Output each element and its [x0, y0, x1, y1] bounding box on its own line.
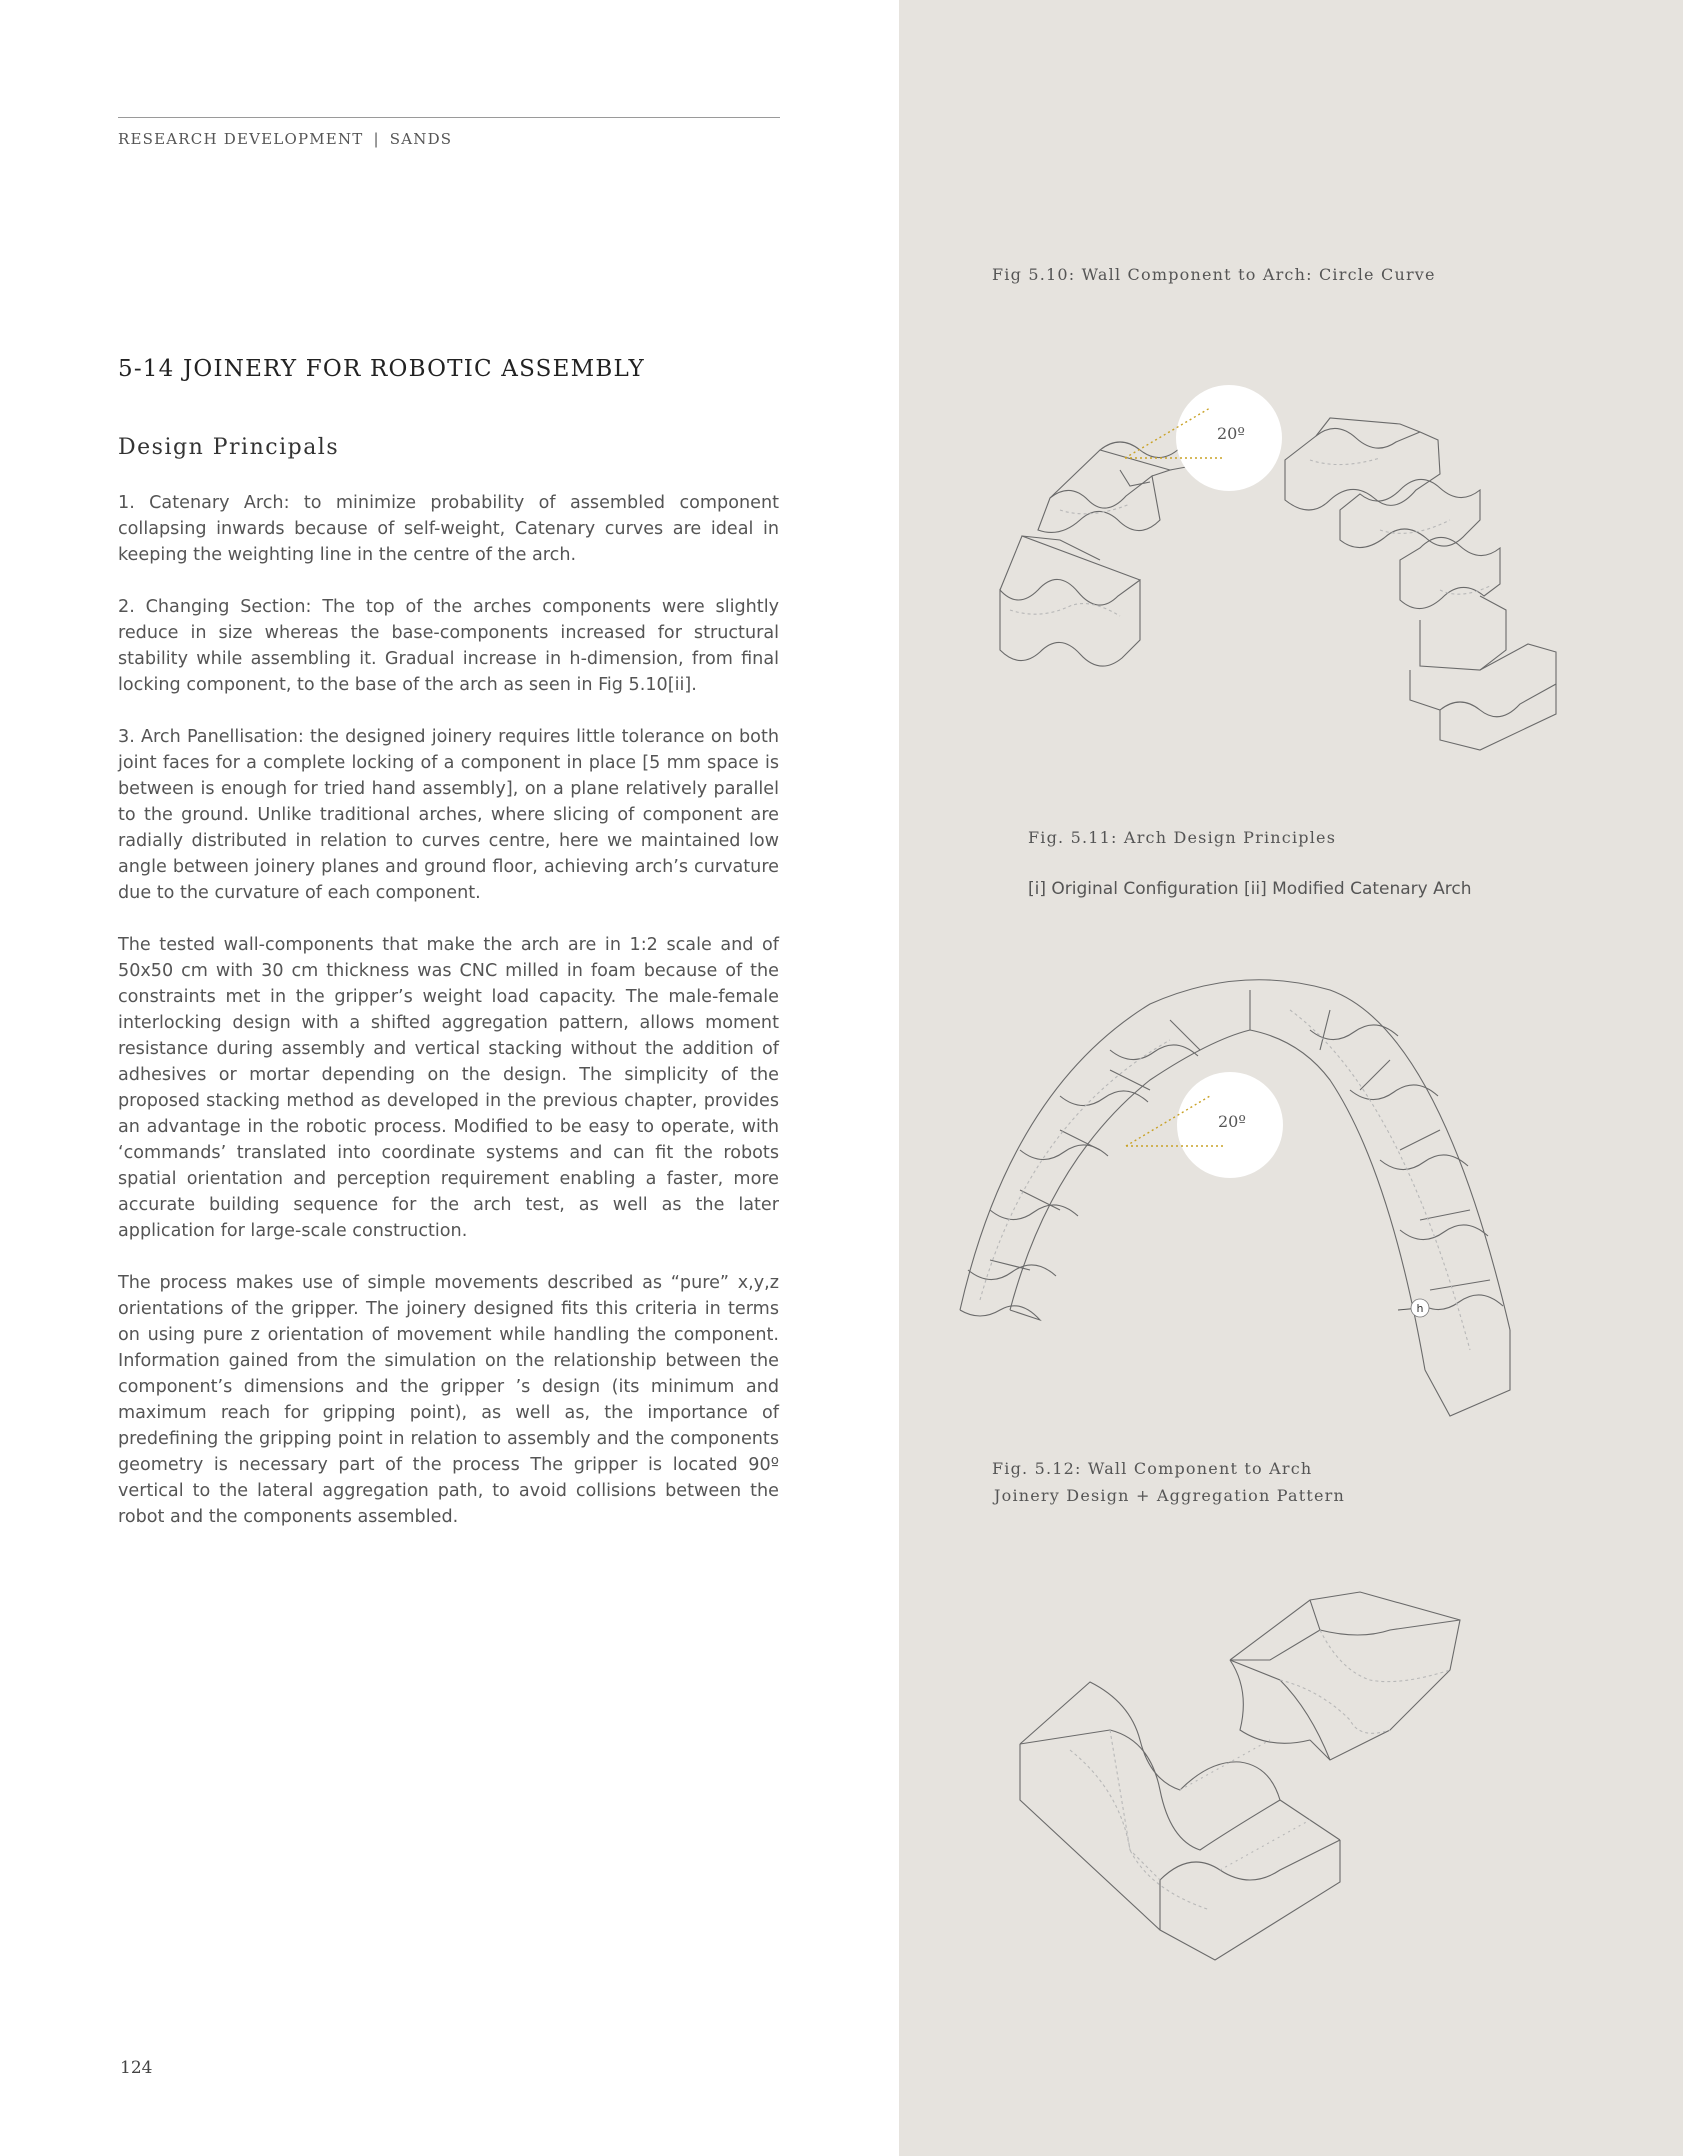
- fig-5-12-joint-diagram: [1010, 1590, 1490, 2000]
- fig-5-10-caption: Fig 5.10: Wall Component to Arch: Circle Curve: [992, 265, 1436, 284]
- h-dimension-label: h: [1416, 1302, 1424, 1315]
- page-number: 124: [120, 2058, 153, 2078]
- paragraph-process: The process makes use of simple movements described as “pure” x,y,z orientations of the gripper. The joinery designed fits this criteria in terms on using pure z orientation of movement while handling the component. Information gained from the simulation on the relationship between the component’s dimensions and the gripper ’s design (its minimum and maximum reach for gripping point), as well as, the importance of predefining the gripping point in relation to assembly and the components geometry is necessary part of the process The gripper is located 90º vertical to the lateral aggregation path, to avoid collisions between the robot and the components assembled.: [118, 1273, 779, 1527]
- header-section: RESEARCH DEVELOPMENT: [118, 130, 364, 148]
- fig-5-11-catenary-arch-diagram: [950, 970, 1570, 1430]
- header-chapter: SANDS: [389, 130, 453, 148]
- fig-5-12-caption-line2: Joinery Design + Aggregation Pattern: [994, 1486, 1346, 1505]
- header-divider: [118, 117, 780, 118]
- fig-5-11-subcaption: [i] Original Configuration [ii] Modified Catenary Arch: [1028, 879, 1472, 899]
- fig-5-11-caption: Fig. 5.11: Arch Design Principles: [1028, 828, 1337, 847]
- paragraph-arch-panellisation: 3. Arch Panellisation: the designed joinery requires little tolerance on both joint faces for a complete locking of a component in place [5 mm space is between is enough for tried hand assembly], on a plane relatively parallel to the ground. Unlike traditional arches, where slicing of component are radially distributed in relation to curves centre, here we maintained low angle between joinery planes and ground floor, achieving arch’s curvature due to the curvature of each component.: [118, 727, 779, 903]
- paragraph-changing-section: 2. Changing Section: The top of the arches components were slightly reduce in size whereas the base-components increased for structural stability while assembling it. Gradual increase in h-dimension, from final locking component, to the base of the arch as seen in Fig 5.10[ii].: [118, 597, 779, 695]
- fig-5-12-caption-line1: Fig. 5.12: Wall Component to Arch: [992, 1459, 1313, 1478]
- body-text: [118, 490, 779, 1556]
- angle-label-20-top: 20º: [1217, 424, 1245, 443]
- paragraph-tested-components: The tested wall-components that make the arch are in 1:2 scale and of 50x50 cm with 30 cm thickness was CNC milled in foam because of the constraints met in the gripper’s weight load capacity. The male-female interlocking design with a shifted aggregation pattern, allows moment resistance during assembly and vertical stacking without the addition of adhesives or mortar depending on the design. The simplicity of the proposed stacking method as developed in the previous chapter, provides an advantage in the robotic process. Modified to be easy to operate, with ‘commands’ translated into coordinate systems and can fit the robots spatial orientation and perception requirement enabling a faster, more accurate building sequence for the arch test, as well as the later application for large-scale construction.: [118, 935, 779, 1241]
- angle-label-20-bottom: 20º: [1218, 1112, 1246, 1131]
- fig-5-10-arch-diagram: [980, 370, 1580, 770]
- header-separator: |: [373, 130, 380, 148]
- running-header: [118, 130, 452, 148]
- section-subtitle: Design Principals: [118, 435, 340, 460]
- section-title: 5-14 JOINERY FOR ROBOTIC ASSEMBLY: [118, 356, 645, 382]
- paragraph-catenary-arch: 1. Catenary Arch: to minimize probability of assembled component collapsing inwards because of self-weight, Catenary curves are ideal in keeping the weighting line in the centre of the arch.: [118, 493, 779, 565]
